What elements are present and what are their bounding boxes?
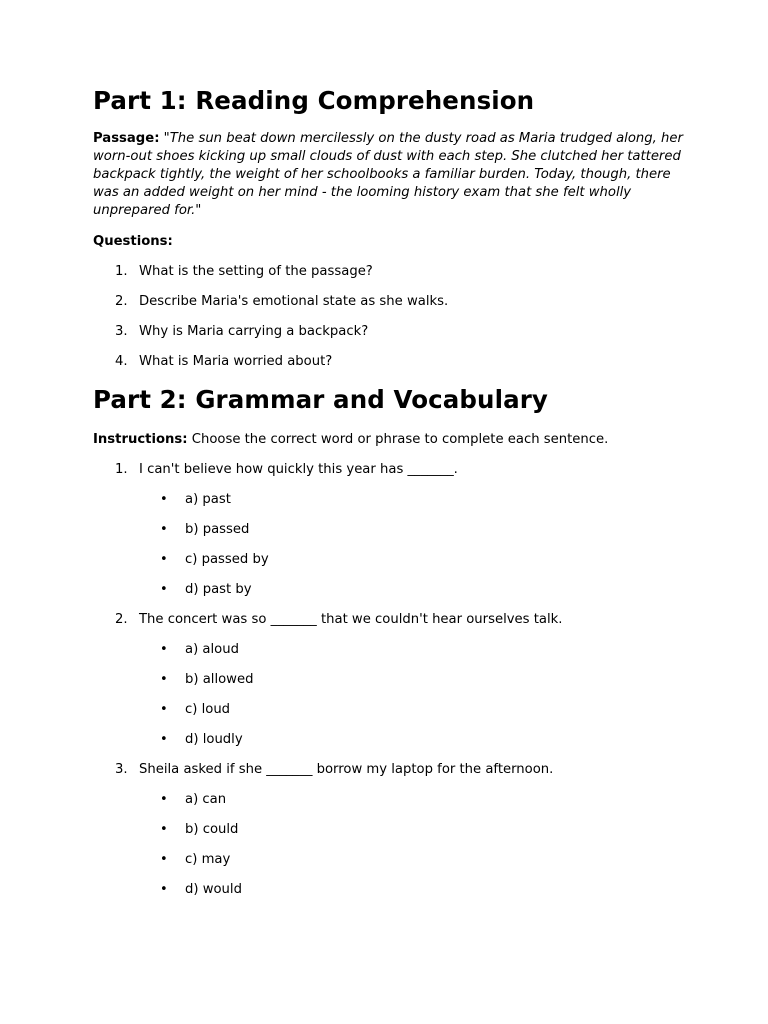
option-text: a) can bbox=[185, 792, 227, 807]
reading-question-list bbox=[93, 263, 683, 371]
bullet-icon: • bbox=[160, 522, 168, 537]
answer-option bbox=[139, 701, 683, 719]
option-text: b) could bbox=[185, 822, 239, 837]
option-text: d) would bbox=[185, 882, 242, 897]
answer-option bbox=[139, 791, 683, 809]
bullet-icon: • bbox=[160, 732, 168, 747]
option-list bbox=[139, 491, 683, 599]
option-list bbox=[139, 791, 683, 899]
question-text: What is Maria worried about? bbox=[139, 354, 333, 369]
instructions bbox=[93, 431, 683, 449]
bullet-icon: • bbox=[160, 642, 168, 657]
grammar-question bbox=[93, 611, 683, 749]
reading-question bbox=[93, 323, 683, 341]
answer-option bbox=[139, 671, 683, 689]
question-text: Sheila asked if she _______ borrow my laptop for the afternoon. bbox=[139, 762, 554, 777]
question-number: 2. bbox=[115, 612, 128, 627]
question-number: 2. bbox=[115, 294, 128, 309]
option-text: d) loudly bbox=[185, 732, 243, 747]
bullet-icon: • bbox=[160, 702, 168, 717]
question-text: What is the setting of the passage? bbox=[139, 264, 373, 279]
option-text: c) loud bbox=[185, 702, 231, 717]
bullet-icon: • bbox=[160, 852, 168, 867]
answer-option bbox=[139, 821, 683, 839]
reading-question bbox=[93, 293, 683, 311]
answer-option bbox=[139, 491, 683, 509]
question-number: 1. bbox=[115, 462, 128, 477]
instructions-label: Instructions: bbox=[93, 432, 188, 447]
option-text: b) passed bbox=[185, 522, 250, 537]
bullet-icon: • bbox=[160, 792, 168, 807]
part2-heading: Part 2: Grammar and Vocabulary bbox=[93, 385, 548, 414]
bullet-icon: • bbox=[160, 492, 168, 507]
question-number: 1. bbox=[115, 264, 128, 279]
answer-option bbox=[139, 881, 683, 899]
grammar-question-list bbox=[93, 461, 683, 899]
question-number: 4. bbox=[115, 354, 128, 369]
passage-label: Passage: bbox=[93, 131, 160, 146]
answer-option bbox=[139, 731, 683, 749]
option-text: d) past by bbox=[185, 582, 252, 597]
reading-question bbox=[93, 263, 683, 281]
answer-option bbox=[139, 641, 683, 659]
option-list bbox=[139, 641, 683, 749]
question-number: 3. bbox=[115, 762, 128, 777]
option-text: a) past bbox=[185, 492, 231, 507]
worksheet-page bbox=[93, 84, 683, 911]
bullet-icon: • bbox=[160, 822, 168, 837]
question-text: The concert was so _______ that we couldn't hear ourselves talk. bbox=[139, 612, 563, 627]
answer-option bbox=[139, 581, 683, 599]
reading-question bbox=[93, 353, 683, 371]
option-text: a) aloud bbox=[185, 642, 239, 657]
questions-label: Questions: bbox=[93, 234, 173, 249]
grammar-question bbox=[93, 461, 683, 599]
option-text: c) may bbox=[185, 852, 231, 867]
option-text: c) passed by bbox=[185, 552, 269, 567]
answer-option bbox=[139, 551, 683, 569]
bullet-icon: • bbox=[160, 672, 168, 687]
grammar-question bbox=[93, 761, 683, 899]
instructions-text: Choose the correct word or phrase to complete each sentence. bbox=[187, 432, 609, 447]
question-text: Describe Maria's emotional state as she walks. bbox=[139, 294, 449, 309]
answer-option bbox=[139, 521, 683, 539]
part1-heading: Part 1: Reading Comprehension bbox=[93, 86, 535, 115]
question-text: I can't believe how quickly this year has _______. bbox=[139, 462, 458, 477]
question-text: Why is Maria carrying a backpack? bbox=[139, 324, 369, 339]
bullet-icon: • bbox=[160, 882, 168, 897]
answer-option bbox=[139, 851, 683, 869]
passage bbox=[93, 130, 683, 220]
passage-text: "The sun beat down mercilessly on the dusty road as Maria trudged along, her worn-out shoes kicking up small clouds of dust with each step. She clutched her tattered backpack tightly, the weight of her schoolbooks a familiar burden. Today, though, there was an added weight on her mind - the looming history exam that she felt wholly unprepared for." bbox=[93, 131, 683, 218]
question-number: 3. bbox=[115, 324, 128, 339]
bullet-icon: • bbox=[160, 552, 168, 567]
option-text: b) allowed bbox=[185, 672, 254, 687]
bullet-icon: • bbox=[160, 582, 168, 597]
